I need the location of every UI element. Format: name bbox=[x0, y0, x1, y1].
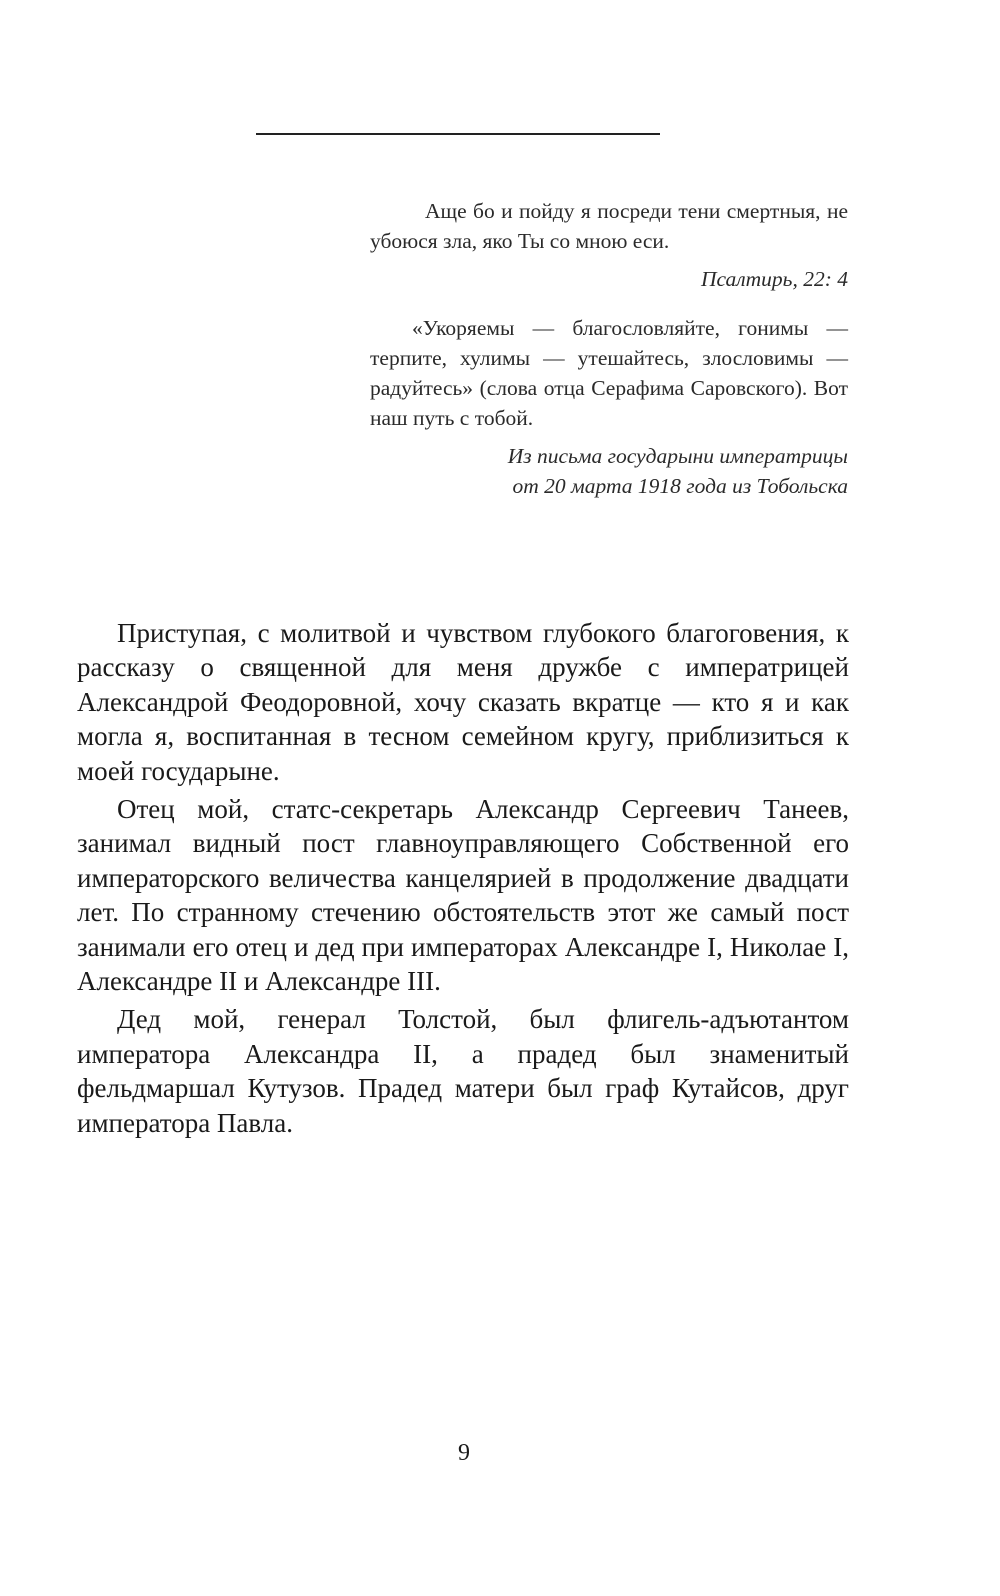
paragraph: Отец мой, статс-секретарь Александр Сергеевич Танеев, занимал видный пост главноуправляющего Собственной его императорского величества канцелярией в продолжение двадцати лет. По странному стечению обстоятельств этот же самый пост занимали его отец и дед при императорах Александре I, Николае I, Александре II и Александре III. bbox=[77, 794, 849, 997]
paragraph: Приступая, с молитвой и чувством глубокого благоговения, к рассказу о священной для меня дружбе с императрицей Александрой Феодоровной, хочу сказать вкратце — кто я и как могла я, воспитанная в тесном семейном кругу, приблизиться к моей государыне. bbox=[77, 618, 849, 786]
epigraph-source: Псалтирь, 22: 4 bbox=[701, 267, 848, 291]
main-text bbox=[77, 616, 849, 1144]
epigraph-source-line2: от 20 марта 1918 года из Тобольска bbox=[512, 474, 848, 498]
epigraph-psalm bbox=[370, 196, 848, 294]
epigraph-text: Аще бо и пойду я посреди тени смертныя, не убоюся зла, яко Ты со мною еси. bbox=[370, 199, 848, 253]
top-rule bbox=[256, 133, 660, 135]
epigraph-source bbox=[370, 441, 848, 501]
page-number: 9 bbox=[458, 1440, 470, 1466]
epigraph-text: «Укоряемы — благословляйте, гонимы — терпите, хулимы — утешайтесь, злословимы — радуйтесь» (слова отца Серафима Саровского). Вот наш путь с тобой. bbox=[370, 316, 848, 430]
paragraph: Дед мой, генерал Толстой, был флигель-адъютантом императора Александра II, а прадед был знаменитый фельдмаршал Кутузов. Прадед матери был граф Кутайсов, друг императора Павла. bbox=[77, 1004, 849, 1138]
epigraph-letter bbox=[370, 313, 848, 501]
epigraph-source-line1: Из письма государыни императрицы bbox=[507, 444, 848, 468]
